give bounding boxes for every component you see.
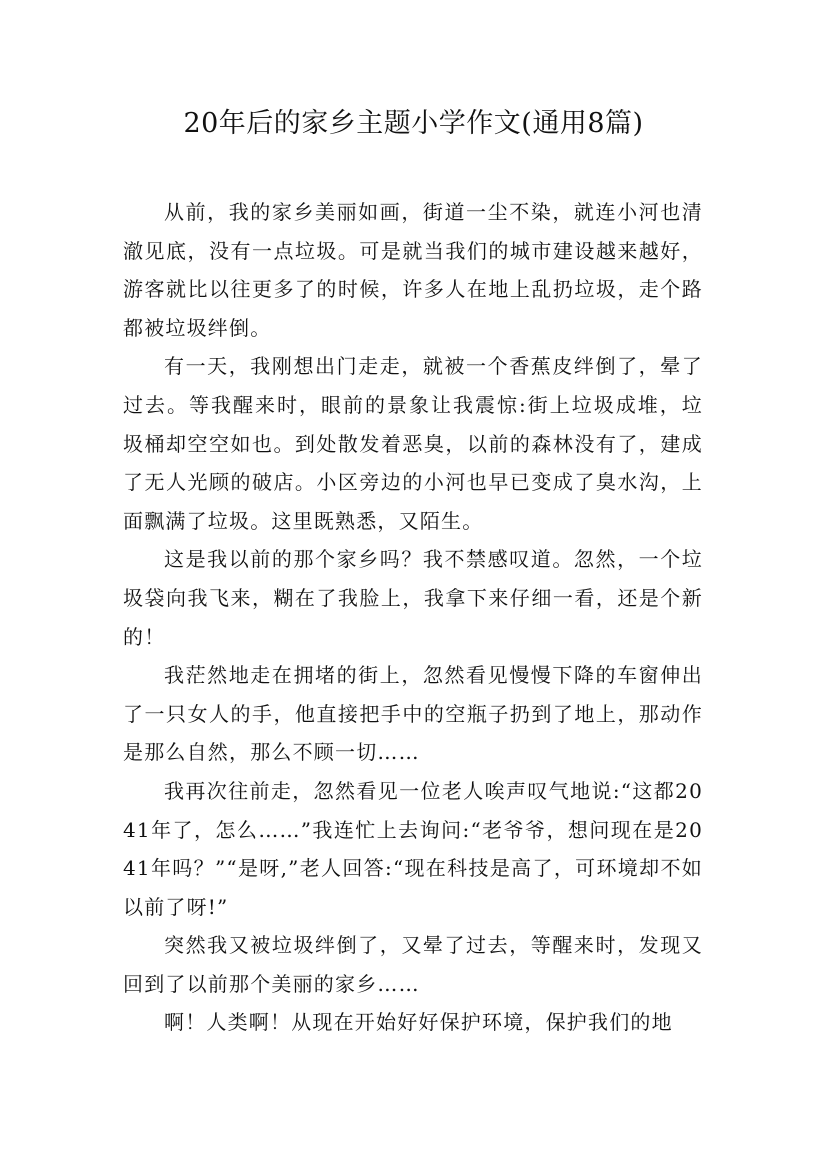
essay-body (123, 193, 703, 1042)
paragraph: 有一天，我刚想出门走走，就被一个香蕉皮绊倒了，晕了过去。等我醒来时，眼前的景象让我震惊:街上垃圾成堆，垃圾桶却空空如也。到处散发着恶臭，以前的森林没有了，建成了无人光顾的破店。小区旁边的小河也早已变成了臭水沟，上面飘满了垃圾。这里既熟悉，又陌生。 (123, 354, 703, 533)
paragraph: 我茫然地走在拥堵的街上，忽然看见慢慢下降的车窗伸出了一只女人的手，他直接把手中的空瓶子扔到了地上，那动作是那么自然，那么不顾一切…… (123, 663, 703, 765)
paragraph: 这是我以前的那个家乡吗？我不禁感叹道。忽然，一个垃圾袋向我飞来，糊在了我脸上，我拿下来仔细一看，还是个新的！ (123, 547, 703, 649)
paragraph: 从前，我的家乡美丽如画，街道一尘不染，就连小河也清澈见底，没有一点垃圾。可是就当我们的城市建设越来越好，游客就比以往更多了的时候，许多人在地上乱扔垃圾，走个路都被垃圾绊倒。 (123, 200, 703, 340)
paragraph: 我再次往前走，忽然看见一位老人唉声叹气地说:“这都2041年了，怎么……”我连忙上去询问:“老爷爷，想问现在是2041年吗？”“是呀,”老人回答:“现在科技是高了，可环境却不如以前了呀!” (123, 778, 703, 919)
paragraph: 啊！人类啊！从现在开始好好保护环境，保护我们的地 (164, 1010, 673, 1035)
paragraph: 突然我又被垃圾绊倒了，又晕了过去，等醒来时，发现又回到了以前那个美丽的家乡…… (123, 933, 703, 996)
page-title: 20年后的家乡主题小学作文(通用8篇) (183, 108, 644, 139)
